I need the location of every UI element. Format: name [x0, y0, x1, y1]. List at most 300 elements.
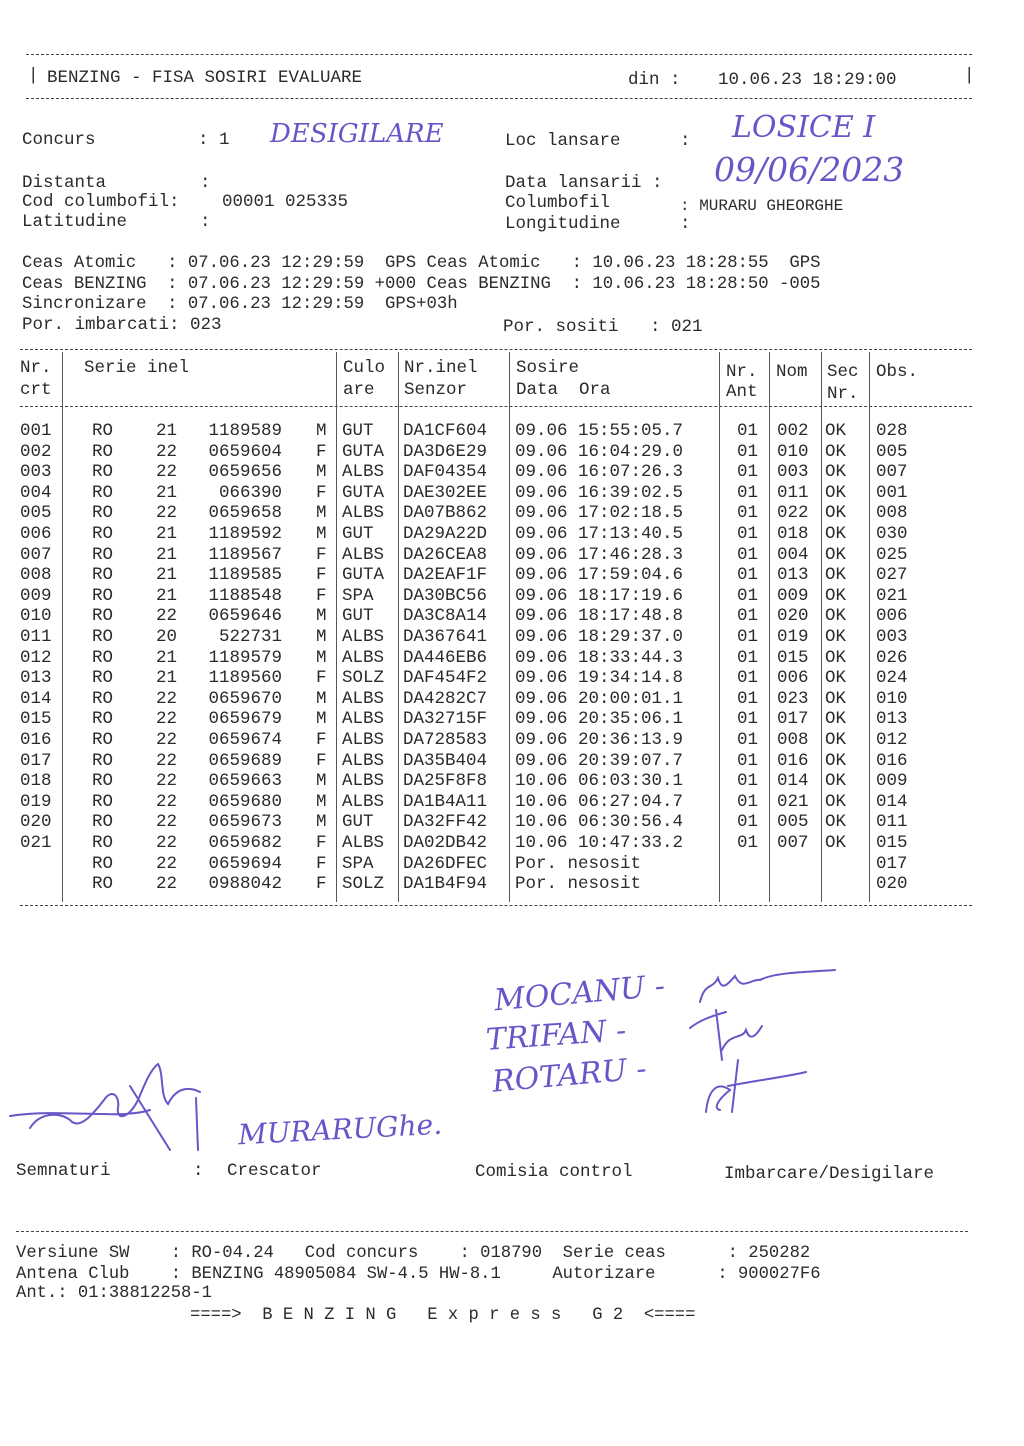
table-row	[0, 627, 1024, 648]
cell-culoare: SPA	[342, 585, 374, 606]
cell-nom: 011	[777, 482, 809, 503]
cell-culoare: ALBS	[342, 544, 385, 565]
table-top-border	[20, 349, 972, 350]
cell-obs: 025	[876, 544, 908, 565]
data-lansarii-handwritten: 09/06/2023	[714, 150, 905, 189]
cell-sosire: 09.06 18:17:19.6	[515, 585, 684, 606]
cell-senzor: DA30BC56	[403, 585, 488, 606]
cell-sex: F	[316, 668, 327, 689]
signature-3	[706, 1060, 806, 1112]
cell-sex: M	[316, 709, 327, 730]
cell-sosire: 09.06 20:36:13.9	[515, 730, 684, 750]
cell-nr: 021	[20, 833, 52, 853]
th-ant: Ant	[726, 382, 758, 402]
distanta-value: :	[200, 173, 211, 193]
cell-sec: OK	[825, 833, 847, 853]
table-row	[0, 730, 1024, 751]
cell-sosire: Por. nesosit	[515, 874, 642, 895]
cell-nom: 009	[777, 585, 809, 606]
cell-culoare: ALBS	[342, 730, 385, 750]
cell-senzor: DA29A22D	[403, 524, 488, 544]
cell-sec: OK	[825, 668, 847, 689]
th-nom: Nom	[776, 362, 808, 382]
cell-inel: 1189585	[208, 565, 282, 586]
cell-sex: M	[316, 647, 327, 668]
cell-inel: 0988042	[208, 874, 282, 895]
cell-sosire: 10.06 06:30:56.4	[515, 812, 684, 833]
cell-sosire: 09.06 20:00:01.1	[515, 688, 684, 709]
th-nr-inel: Nr.inel	[404, 358, 478, 378]
signature-2	[690, 1010, 762, 1060]
th-sec: Sec	[827, 362, 859, 382]
cell-sec: OK	[825, 565, 847, 586]
cell-ant: 01	[737, 688, 759, 709]
cell-obs: 017	[876, 853, 908, 874]
th-culo: Culo	[343, 358, 386, 378]
cell-nr: 019	[20, 791, 52, 812]
table-row	[0, 586, 1024, 607]
cell-senzor: DA1B4A11	[403, 791, 488, 812]
cell-culoare: ALBS	[342, 791, 385, 812]
cell-senzor: DA07B862	[403, 503, 488, 524]
cell-nom: 013	[777, 565, 809, 586]
cell-nr: 016	[20, 730, 52, 750]
table-row	[0, 462, 1024, 483]
cell-ant: 01	[737, 585, 759, 606]
th-serie-inel: Serie inel	[84, 358, 190, 378]
cell-tara: RO	[92, 544, 114, 565]
cell-nom: 005	[777, 812, 809, 833]
cell-inel: 0659689	[208, 750, 282, 771]
table-row	[0, 689, 1024, 710]
cell-obs: 010	[876, 688, 908, 709]
cell-ant: 01	[737, 647, 759, 668]
table-header-border	[20, 406, 972, 407]
cell-ant: 01	[737, 730, 759, 750]
cell-obs: 024	[876, 668, 908, 689]
cell-obs: 021	[876, 585, 908, 606]
cell-obs: 003	[876, 627, 908, 647]
cell-sosire: 09.06 18:33:44.3	[515, 647, 684, 668]
concurs-handwritten: DESIGILARE	[270, 119, 444, 149]
cell-nom: 017	[777, 709, 809, 730]
cell-sosire: Por. nesosit	[515, 853, 642, 874]
table-row	[0, 833, 1024, 854]
versiune-line: Versiune SW : RO-04.24 Cod concurs : 018790 Serie ceas : 250282	[16, 1244, 811, 1263]
cell-tara: RO	[92, 791, 114, 812]
header-right-bar: |	[964, 66, 975, 86]
cell-nom: 006	[777, 668, 809, 689]
cell-obs: 008	[876, 503, 908, 524]
cell-sex: M	[316, 462, 327, 483]
comisia-control-label: Comisia control	[475, 1162, 633, 1182]
cell-nr: 010	[20, 606, 52, 627]
cell-obs: 009	[876, 771, 908, 792]
th-sosire: Sosire	[516, 358, 580, 378]
por-sositi: Por. sositi : 021	[503, 317, 703, 337]
cell-sex: F	[316, 874, 327, 895]
cell-tara: RO	[92, 482, 114, 503]
signature-1	[700, 970, 835, 1002]
cell-culoare: SPA	[342, 853, 374, 874]
cell-sec: OK	[825, 544, 847, 565]
cell-obs: 028	[876, 421, 908, 441]
cell-nr: 017	[20, 750, 52, 771]
cell-nom: 015	[777, 647, 809, 668]
cell-culoare: SOLZ	[342, 668, 385, 689]
th-are: are	[343, 380, 375, 400]
cell-sosire: 09.06 16:39:02.5	[515, 482, 684, 503]
cell-nom: 021	[777, 791, 809, 812]
cell-culoare: ALBS	[342, 627, 385, 647]
cell-sosire: 09.06 16:04:29.0	[515, 441, 684, 462]
cell-nr: 020	[20, 812, 52, 833]
cell-an: 21	[156, 668, 178, 689]
cell-sec: OK	[825, 730, 847, 750]
clock-line-2: Ceas BENZING : 07.06.23 12:29:59 +000 Ceas BENZING : 10.06.23 18:28:50 -005	[22, 275, 821, 294]
th-nr-ant: Nr.	[726, 362, 758, 382]
cell-nom: 007	[777, 833, 809, 853]
cell-an: 22	[156, 462, 178, 483]
cell-obs: 030	[876, 524, 908, 544]
cell-nom: 020	[777, 606, 809, 627]
cell-culoare: ALBS	[342, 647, 385, 668]
report-title: BENZING - FISA SOSIRI EVALUARE	[47, 68, 363, 88]
cell-tara: RO	[92, 585, 114, 606]
cell-sec: OK	[825, 524, 847, 544]
cell-nr: 007	[20, 544, 52, 565]
clock-line-3: Sincronizare : 07.06.23 12:29:59 GPS+03h	[22, 295, 458, 314]
cell-sec: OK	[825, 585, 847, 606]
cell-an: 22	[156, 874, 178, 895]
cell-sex: M	[316, 688, 327, 709]
th-obs: Obs.	[876, 362, 919, 382]
cell-an: 22	[156, 791, 178, 812]
cell-an: 22	[156, 771, 178, 792]
table-row	[0, 854, 1024, 875]
cell-ant: 01	[737, 544, 759, 565]
cell-sec: OK	[825, 791, 847, 812]
cell-sex: M	[316, 524, 327, 544]
cell-inel: 0659673	[208, 812, 282, 833]
loc-lansare-label: Loc lansare	[505, 131, 621, 151]
cell-obs: 012	[876, 730, 908, 750]
cell-ant: 01	[737, 668, 759, 689]
cell-an: 22	[156, 750, 178, 771]
cell-an: 22	[156, 730, 178, 750]
cell-nom: 018	[777, 524, 809, 544]
cell-sosire: 09.06 18:29:37.0	[515, 627, 684, 647]
cell-sosire: 09.06 18:17:48.8	[515, 606, 684, 627]
cell-tara: RO	[92, 421, 114, 441]
cell-tara: RO	[92, 606, 114, 627]
cell-nr: 006	[20, 524, 52, 544]
cell-culoare: ALBS	[342, 462, 385, 483]
cell-ant: 01	[737, 627, 759, 647]
cell-culoare: ALBS	[342, 771, 385, 792]
cell-nr: 018	[20, 771, 52, 792]
cell-nr: 004	[20, 482, 52, 503]
cell-inel: 0659656	[208, 462, 282, 483]
cell-senzor: DA2EAF1F	[403, 565, 488, 586]
cell-ant: 01	[737, 750, 759, 771]
table-row	[0, 565, 1024, 586]
table-row	[0, 606, 1024, 627]
cell-an: 21	[156, 565, 178, 586]
cell-sosire: 09.06 20:39:07.7	[515, 750, 684, 771]
cell-nom: 016	[777, 750, 809, 771]
cell-an: 20	[156, 627, 178, 647]
cell-inel: 1188548	[208, 585, 282, 606]
cell-culoare: GUTA	[342, 565, 385, 586]
cell-obs: 011	[876, 812, 908, 833]
cell-tara: RO	[92, 503, 114, 524]
cell-senzor: DA1B4F94	[403, 874, 488, 895]
cell-ant: 01	[737, 441, 759, 462]
crescator-handwritten-name: MURARUGhe.	[237, 1107, 443, 1152]
cell-culoare: GUTA	[342, 441, 385, 462]
cell-inel: 0659658	[208, 503, 282, 524]
cell-nom: 023	[777, 688, 809, 709]
cell-an: 22	[156, 606, 178, 627]
cell-senzor: DA02DB42	[403, 833, 488, 853]
cell-nom: 003	[777, 462, 809, 483]
cell-an: 21	[156, 585, 178, 606]
cell-senzor: DAF454F2	[403, 668, 488, 689]
loc-lansare-sep: :	[680, 131, 691, 151]
cell-sex: F	[316, 750, 327, 771]
cell-inel: 0659680	[208, 791, 282, 812]
cell-an: 22	[156, 441, 178, 462]
cell-obs: 014	[876, 791, 908, 812]
cell-ant: 01	[737, 606, 759, 627]
table-row	[0, 483, 1024, 504]
cell-sex: M	[316, 791, 327, 812]
ant-line: Ant.: 01:38812258-1	[16, 1284, 212, 1303]
cell-sec: OK	[825, 771, 847, 792]
comisie-name-1: MOCANU -	[492, 968, 667, 1019]
cell-sex: M	[316, 503, 327, 524]
cell-nom: 008	[777, 730, 809, 750]
cell-obs: 016	[876, 750, 908, 771]
cell-ant: 01	[737, 482, 759, 503]
cell-culoare: GUT	[342, 606, 374, 627]
cell-sex: F	[316, 585, 327, 606]
cell-sex: M	[316, 627, 327, 647]
columbofil-label: Columbofil	[505, 193, 611, 213]
crescator-label: Crescator	[227, 1161, 322, 1181]
cell-culoare: ALBS	[342, 503, 385, 524]
cod-columbofil-label: Cod columbofil:	[22, 192, 180, 212]
cod-columbofil-value: 00001 025335	[222, 192, 349, 212]
table-bottom-border	[20, 905, 972, 906]
cell-an: 22	[156, 853, 178, 874]
cell-nr: 014	[20, 688, 52, 709]
cell-nr: 008	[20, 565, 52, 586]
table-row	[0, 792, 1024, 813]
cell-tara: RO	[92, 730, 114, 750]
cell-tara: RO	[92, 771, 114, 792]
cell-sex: F	[316, 833, 327, 853]
cell-ant: 01	[737, 462, 759, 483]
cell-senzor: DA1CF604	[403, 421, 488, 441]
cell-an: 21	[156, 421, 178, 441]
cell-senzor: DAE302EE	[403, 482, 488, 503]
cell-sec: OK	[825, 482, 847, 503]
cell-an: 21	[156, 482, 178, 503]
cell-tara: RO	[92, 627, 114, 647]
table-row	[0, 668, 1024, 689]
cell-tara: RO	[92, 812, 114, 833]
longitudine-label: Longitudine	[505, 214, 621, 234]
cell-sec: OK	[825, 688, 847, 709]
cell-nr: 009	[20, 585, 52, 606]
cell-culoare: ALBS	[342, 709, 385, 730]
th-sec-nr: Nr.	[827, 384, 859, 404]
concurs-label: Concurs	[22, 130, 96, 150]
cell-nr: 001	[20, 421, 52, 441]
table-row	[0, 812, 1024, 833]
cell-senzor: DA367641	[403, 627, 488, 647]
cell-an: 22	[156, 503, 178, 524]
clock-line-1: Ceas Atomic : 07.06.23 12:29:59 GPS Ceas Atomic : 10.06.23 18:28:55 GPS	[22, 254, 821, 273]
table-row	[0, 524, 1024, 545]
columbofil-value: : MURARU GHEORGHE	[680, 197, 844, 215]
cell-nr: 012	[20, 647, 52, 668]
cell-nom: 010	[777, 441, 809, 462]
cell-an: 22	[156, 812, 178, 833]
benzing-express-line: ====> B E N Z I N G E x p r e s s G 2 <====	[190, 1306, 696, 1325]
cell-nom: 002	[777, 421, 809, 441]
longitudine-value: :	[680, 214, 691, 234]
cell-nom: 019	[777, 627, 809, 647]
cell-senzor: DA26CEA8	[403, 544, 488, 565]
header-left-bar: |	[28, 66, 39, 86]
cell-an: 22	[156, 688, 178, 709]
cell-sosire: 09.06 16:07:26.3	[515, 462, 684, 483]
cell-nom: 004	[777, 544, 809, 565]
cell-senzor: DA728583	[403, 730, 488, 750]
din-value: 10.06.23 18:29:00	[718, 70, 897, 90]
cell-tara: RO	[92, 688, 114, 709]
cell-culoare: GUT	[342, 421, 374, 441]
cell-an: 21	[156, 544, 178, 565]
cell-inel: 0659663	[208, 771, 282, 792]
cell-nom: 014	[777, 771, 809, 792]
cell-obs: 027	[876, 565, 908, 586]
cell-ant: 01	[737, 791, 759, 812]
cell-sex: F	[316, 482, 327, 503]
cell-inel: 0659604	[208, 441, 282, 462]
cell-tara: RO	[92, 750, 114, 771]
footer-border	[16, 1231, 968, 1232]
table-row	[0, 771, 1024, 792]
cell-inel: 1189592	[208, 524, 282, 544]
cell-senzor: DA446EB6	[403, 647, 488, 668]
cell-obs: 015	[876, 833, 908, 853]
cell-ant: 01	[737, 771, 759, 792]
table-row	[0, 421, 1024, 442]
concurs-value: : 1	[198, 130, 230, 150]
cell-tara: RO	[92, 668, 114, 689]
th-senzor: Senzor	[404, 380, 468, 400]
cell-sosire: 09.06 17:46:28.3	[515, 544, 684, 565]
cell-an: 21	[156, 524, 178, 544]
cell-obs: 001	[876, 482, 908, 503]
cell-ant: 01	[737, 709, 759, 730]
table-row	[0, 442, 1024, 463]
cell-nr: 002	[20, 441, 52, 462]
cell-sex: M	[316, 606, 327, 627]
cell-culoare: SOLZ	[342, 874, 385, 895]
cell-obs: 007	[876, 462, 908, 483]
cell-obs: 013	[876, 709, 908, 730]
table-row	[0, 874, 1024, 895]
cell-sex: F	[316, 730, 327, 750]
cell-sosire: 09.06 20:35:06.1	[515, 709, 684, 730]
distanta-label: Distanta	[22, 173, 107, 193]
cell-sex: M	[316, 771, 327, 792]
cell-nom: 022	[777, 503, 809, 524]
cell-sosire: 10.06 06:03:30.1	[515, 771, 684, 792]
cell-sec: OK	[825, 709, 847, 730]
cell-nr: 003	[20, 462, 52, 483]
cell-nr: 005	[20, 503, 52, 524]
cell-tara: RO	[92, 565, 114, 586]
cell-sec: OK	[825, 812, 847, 833]
cell-sec: OK	[825, 627, 847, 647]
cell-inel: 0659694	[208, 853, 282, 874]
cell-ant: 01	[737, 421, 759, 441]
table-row	[0, 709, 1024, 730]
cell-sec: OK	[825, 503, 847, 524]
cell-tara: RO	[92, 853, 114, 874]
cell-sec: OK	[825, 421, 847, 441]
cell-senzor: DA3D6E29	[403, 441, 488, 462]
cell-ant: 01	[737, 833, 759, 853]
cell-nr: 015	[20, 709, 52, 730]
cell-tara: RO	[92, 524, 114, 544]
latitudine-value: :	[200, 212, 211, 232]
cell-ant: 01	[737, 812, 759, 833]
cell-inel: 0659679	[208, 709, 282, 730]
cell-nr: 013	[20, 668, 52, 689]
cell-sosire: 09.06 17:13:40.5	[515, 524, 684, 544]
cell-inel: 1189560	[208, 668, 282, 689]
cell-sosire: 10.06 06:27:04.7	[515, 791, 684, 812]
semnaturi-sep: :	[193, 1161, 204, 1181]
cell-senzor: DA3C8A14	[403, 606, 488, 627]
antena-line: Antena Club : BENZING 48905084 SW-4.5 HW-8.1 Autorizare : 900027F6	[16, 1265, 821, 1284]
din-label: din :	[628, 70, 681, 90]
por-imbarcati: Por. imbarcati: 023	[22, 315, 222, 335]
cell-sex: F	[316, 441, 327, 462]
loc-lansare-handwritten: LOSICE I	[732, 110, 876, 145]
cell-senzor: DA26DFEC	[403, 853, 488, 874]
cell-sosire: 09.06 19:34:14.8	[515, 668, 684, 689]
cell-culoare: GUTA	[342, 482, 385, 503]
cell-senzor: DA25F8F8	[403, 771, 488, 792]
cell-senzor: DA32715F	[403, 709, 488, 730]
cell-ant: 01	[737, 503, 759, 524]
header-bottom-border	[26, 98, 972, 99]
comisie-name-3: ROTARU -	[490, 1051, 648, 1100]
cell-obs: 020	[876, 874, 908, 895]
cell-inel: 522731	[218, 627, 282, 647]
cell-senzor: DAF04354	[403, 462, 488, 483]
cell-sex: F	[316, 544, 327, 565]
cell-culoare: ALBS	[342, 688, 385, 709]
